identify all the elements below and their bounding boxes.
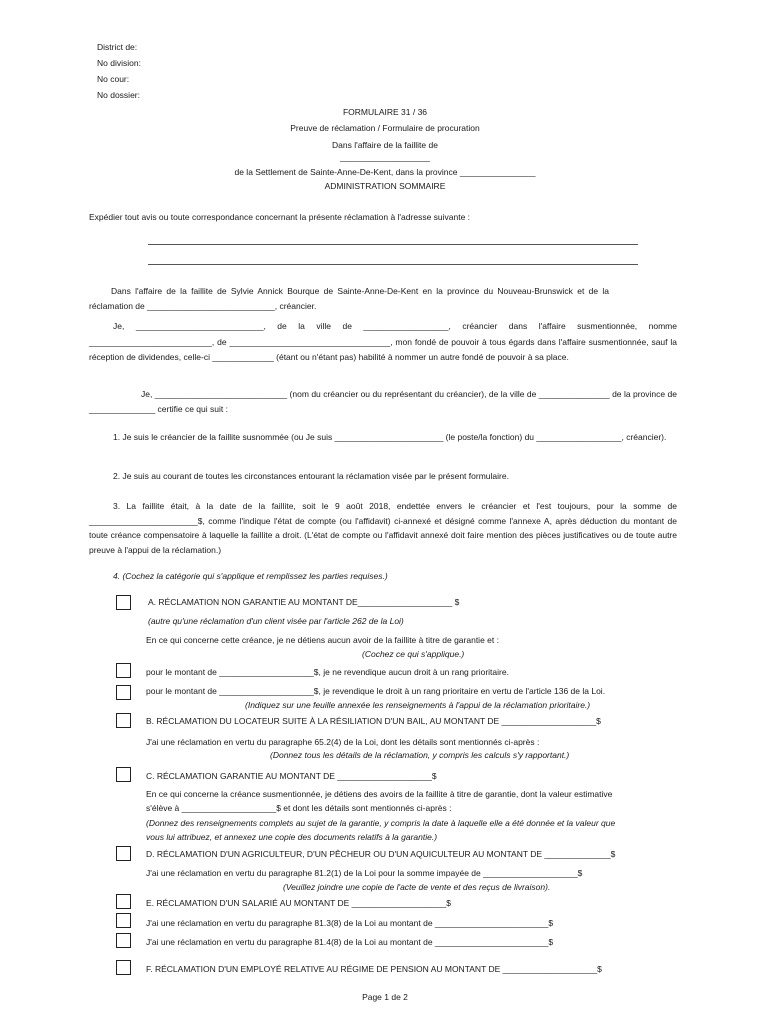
address-line-1 xyxy=(148,244,638,245)
section-c-line1: En ce qui concerne la créance susmentionnée, je détiens des avoirs de la faillite à titre de garantie, dont la valeur estimative xyxy=(146,789,613,799)
section-d-line2: (Veuillez joindre une copie de l'acte de vente et des reçus de livraison). xyxy=(283,882,551,892)
checkbox-e-8138[interactable] xyxy=(116,913,131,928)
item-3: 3. La faillite était, à la date de la faillite, soit le 9 août 2018, endettée envers le créancier et l'est toujours, pour la somme de _______________________$, comme l'indique l'état de compte (ou l'affidavit) ci-annexé et désigné comme l'annexe A, après déduction du montant de toute créance compensatoire à laquelle la faillite a droit. (L'état de compte ou l'affidavit annexé doit faire mention des pièces justificatives ou de toute autre preuve à l'appui de la réclamation.) xyxy=(89,501,677,555)
checkbox-a-no-priority[interactable] xyxy=(116,663,131,678)
proxy-paragraph: Je, ___________________________, de la ville de __________________, créancier dans l'affaire susmentionnée, nomme __________________________, de __________________________________, mon fondé de pouvoir à tous égards dans l'affaire susmentionnée, sauf la réception de dividendes, celle-ci _____________ (étant ou n'étant pas) habilité à nommer un autre fondé de pouvoir à sa place. xyxy=(89,321,677,362)
section-a-note: (autre qu'une réclamation d'un client visée par l'article 262 de la Loi) xyxy=(148,616,404,626)
section-c-line2: s'élève à ____________________$ et dont les détails sont mentionnés ci-après : xyxy=(146,803,452,813)
checkbox-section-d[interactable] xyxy=(116,846,131,861)
section-b-line2: (Donnez tous les détails de la réclamation, y compris les calculs s'y rapportant.) xyxy=(270,750,570,760)
item-2: 2. Je suis au courant de toutes les circonstances entourant la réclamation visée par le présent formulaire. xyxy=(113,471,509,481)
checkbox-section-f[interactable] xyxy=(116,960,131,975)
dossier-label: No dossier: xyxy=(97,90,140,100)
checkbox-a-priority[interactable] xyxy=(116,685,131,700)
checkbox-section-a[interactable] xyxy=(116,595,131,610)
section-c-line4: vous lui attribuez, et annexez une copie des documents relatifs à la garantie.) xyxy=(146,832,438,842)
item-4: 4. (Cochez la catégorie qui s'applique et remplissez les parties requises.) xyxy=(113,571,388,581)
section-a-option1: pour le montant de ____________________$, je ne revendique aucun droit à un rang prioritaire. xyxy=(146,667,509,677)
checkbox-section-e[interactable] xyxy=(116,894,131,909)
form-blank: ___________________ xyxy=(340,152,430,162)
form-settlement: de la Settlement de Sainte-Anne-De-Kent, dans la province ________________ xyxy=(234,167,536,177)
form-admin: ADMINISTRATION SOMMAIRE xyxy=(324,181,446,191)
form-affaire: Dans l'affaire de la faillite de xyxy=(332,140,438,150)
intro-paragraph: Dans l'affaire de la faillite de Sylvie Annick Bourque de Sainte-Anne-De-Kent en la province du Nouveau-Brunswick et de la réclamation de ___________________________, créancier. xyxy=(89,286,609,311)
district-label: District de: xyxy=(97,42,138,52)
section-e-line1: J'ai une réclamation en vertu du paragraphe 81.3(8) de la Loi au montant de ________________________$ xyxy=(146,918,554,928)
section-b-title: B. RÉCLAMATION DU LOCATEUR SUITE À LA RÉSILIATION D'UN BAIL, AU MONTANT DE ____________________$ xyxy=(146,716,601,726)
form-number: FORMULAIRE 31 / 36 xyxy=(342,107,428,117)
section-e-line2: J'ai une réclamation en vertu du paragraphe 81.4(8) de la Loi au montant de ________________________$ xyxy=(146,937,554,947)
section-a-line2: (Cochez ce qui s'applique.) xyxy=(362,649,465,659)
section-d-line1: J'ai une réclamation en vertu du paragraphe 81.2(1) de la Loi pour la somme impayée de ____________________$ xyxy=(146,868,583,878)
page-number: Page 1 de 2 xyxy=(362,992,408,1002)
address-instruction: Expédier tout avis ou toute correspondance concernant la présente réclamation à l'adresse suivante : xyxy=(89,212,471,222)
section-f-title: F. RÉCLAMATION D'UN EMPLOYÉ RELATIVE AU RÉGIME DE PENSION AU MONTANT DE ____________________$ xyxy=(146,964,602,974)
section-a-title: A. RÉCLAMATION NON GARANTIE AU MONTANT DE____________________ $ xyxy=(148,597,460,607)
cour-label: No cour: xyxy=(97,74,130,84)
section-a-option2-note: (Indiquez sur une feuille annexée les renseignements à l'appui de la réclamation prioritaire.) xyxy=(245,700,591,710)
certify-paragraph: Je, ____________________________ (nom du créancier ou du représentant du créancier), de la ville de _______________ de la province de ______________ certifie ce qui suit : xyxy=(89,389,677,414)
checkbox-section-c[interactable] xyxy=(116,767,131,782)
checkbox-section-b[interactable] xyxy=(116,713,131,728)
section-c-title: C. RÉCLAMATION GARANTIE AU MONTANT DE ____________________$ xyxy=(146,771,437,781)
checkbox-e-8148[interactable] xyxy=(116,933,131,948)
section-d-title: D. RÉCLAMATION D'UN AGRICULTEUR, D'UN PÊCHEUR OU D'UN AQUICULTEUR AU MONTANT DE ______________$ xyxy=(146,849,616,859)
form-subtitle: Preuve de réclamation / Formulaire de procuration xyxy=(290,123,480,133)
section-c-line3: (Donnez des renseignements complets au sujet de la garantie, y compris la date à laquelle elle a été donnée et la valeur que xyxy=(146,818,616,828)
division-label: No division: xyxy=(97,58,141,68)
section-a-line1: En ce qui concerne cette créance, je ne détiens aucun avoir de la faillite à titre de garantie et : xyxy=(146,635,499,645)
address-line-2 xyxy=(148,264,638,265)
section-a-option2: pour le montant de ____________________$, je revendique le droit à un rang prioritaire en vertu de l'article 136 de la Loi. xyxy=(146,686,606,696)
section-e-title: E. RÉCLAMATION D'UN SALARIÉ AU MONTANT DE ____________________$ xyxy=(146,898,451,908)
item-1: 1. Je suis le créancier de la faillite susnommée (ou Je suis _______________________ (le poste/la fonction) du __________________, créancier). xyxy=(113,432,667,442)
section-b-line1: J'ai une réclamation en vertu du paragraphe 65.2(4) de la Loi, dont les détails sont mentionnés ci-après : xyxy=(146,737,540,747)
